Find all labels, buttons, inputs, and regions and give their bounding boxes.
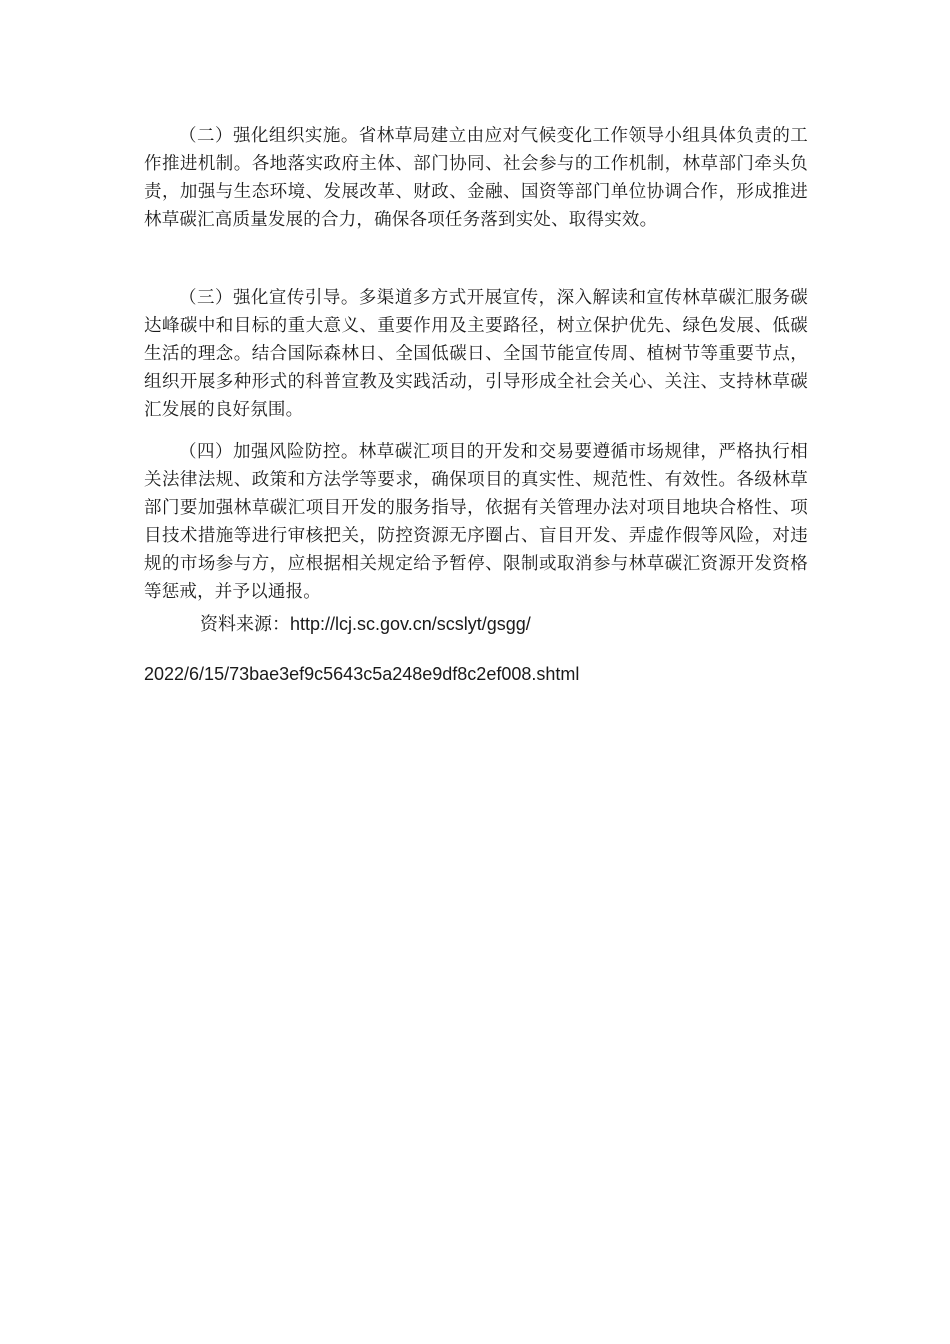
paragraph-organization: （二）强化组织实施。省林草局建立由应对气候变化工作领导小组具体负责的工作推进机制。各地落实政府主体、部门协同、社会参与的工作机制，林草部门牵头负责，加强与生态环境、发展改革、财政、金融、国资等部门单位协调合作，形成推进林草碳汇高质量发展的合力，确保各项任务落到实处、取得实效。 — [144, 126, 808, 230]
source-label: 资料来源：http://lcj.sc.gov.cn/scslyt/gsgg/ — [200, 614, 531, 634]
paragraph-risk-control: （四）加强风险防控。林草碳汇项目的开发和交易要遵循市场规律，严格执行相关法律法规、政策和方法学等要求，确保项目的真实性、规范性、有效性。各级林草部门要加强林草碳汇项目开发的服务指导，依据有关管理办法对项目地块合格性、项目技术措施等进行审核把关，防控资源无序圈占、盲目开发、弄虚作假等风险，对违规的市场参与方，应根据相关规定给予暂停、限制或取消参与林草碳汇资源开发资格等惩戒，并予以通报。 — [144, 442, 808, 602]
source-url-continuation: 2022/6/15/73bae3ef9c5643c5a248e9df8c2ef008.shtml — [144, 664, 580, 684]
paragraph-publicity: （三）强化宣传引导。多渠道多方式开展宣传，深入解读和宣传林草碳汇服务碳达峰碳中和目标的重大意义、重要作用及主要路径，树立保护优先、绿色发展、低碳生活的理念。结合国际森林日、全国低碳日、全国节能宣传周、植树节等重要节点，组织开展多种形式的科普宣教及实践活动，引导形成全社会关心、关注、支持林草碳汇发展的良好氛围。 — [144, 288, 808, 420]
